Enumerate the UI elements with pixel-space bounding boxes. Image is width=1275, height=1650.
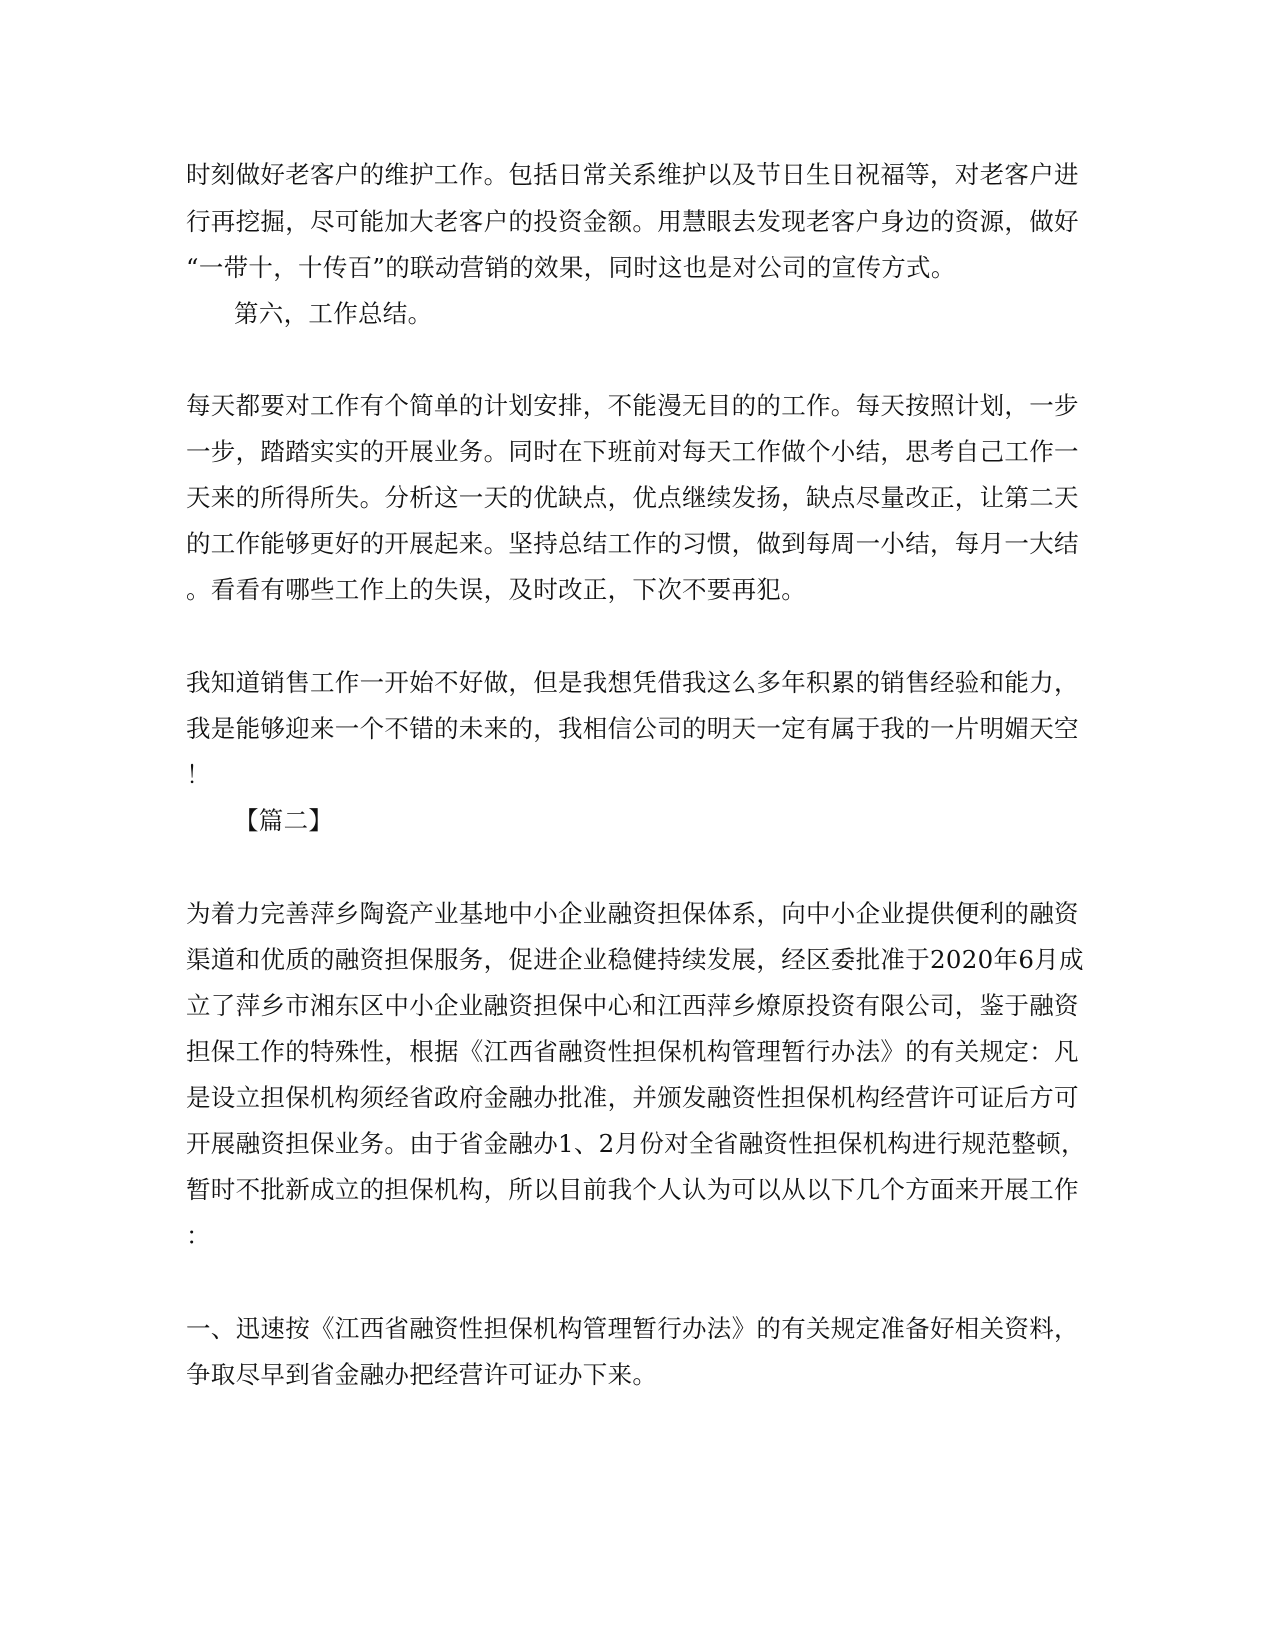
- text-line: 我知道销售工作一开始不好做，但是我想凭借我这么多年积累的销售经验和能力，: [186, 668, 1079, 697]
- text-line: 每天都要对工作有个简单的计划安排，不能漫无目的的工作。每天按照计划，一步: [186, 391, 1079, 420]
- text-line: 。看看有哪些工作上的失误，及时改正，下次不要再犯。: [186, 575, 806, 604]
- text-line: 天来的所得所失。分析这一天的优缺点，优点继续发扬，缺点尽量改正，让第二天: [186, 483, 1079, 512]
- text-line: 渠道和优质的融资担保服务，促进企业稳健持续发展，经区委批准于2020年6月成: [186, 945, 1084, 974]
- text-line: 担保工作的特殊性，根据《江西省融资性担保机构管理暂行办法》的有关规定：凡: [186, 1037, 1079, 1066]
- text-line: 为着力完善萍乡陶瓷产业基地中小企业融资担保体系，向中小企业提供便利的融资: [186, 899, 1079, 928]
- text-line: 我是能够迎来一个不错的未来的，我相信公司的明天一定有属于我的一片明媚天空: [186, 714, 1079, 743]
- text-line: 争取尽早到省金融办把经营许可证办下来。: [186, 1360, 658, 1389]
- text-line: 行再挖掘，尽可能加大老客户的投资金额。用慧眼去发现老客户身边的资源，做好: [186, 207, 1079, 236]
- text-line: ！: [186, 760, 211, 789]
- text-line: 立了萍乡市湘东区中小企业融资担保中心和江西萍乡燎原投资有限公司，鉴于融资: [186, 991, 1079, 1020]
- text-line: 的工作能够更好的开展起来。坚持总结工作的习惯，做到每周一小结，每月一大结: [186, 529, 1079, 558]
- text-line: “一带十，十传百”的联动营销的效果，同时这也是对公司的宣传方式。: [186, 253, 956, 282]
- text-line: 一步，踏踏实实的开展业务。同时在下班前对每天工作做个小结，思考自己工作一: [186, 437, 1079, 466]
- text-line: ：: [186, 1221, 211, 1250]
- section-heading: 【篇二】: [234, 806, 334, 835]
- section-heading: 第六，工作总结。: [234, 299, 433, 328]
- text-line: 是设立担保机构须经省政府金融办批准，并颁发融资性担保机构经营许可证后方可: [186, 1083, 1079, 1112]
- text-line: 开展融资担保业务。由于省金融办1、2月份对全省融资性担保机构进行规范整顿，: [186, 1129, 1086, 1158]
- text-line: 一、迅速按《江西省融资性担保机构管理暂行办法》的有关规定准备好相关资料，: [186, 1314, 1079, 1343]
- text-line: 时刻做好老客户的维护工作。包括日常关系维护以及节日生日祝福等，对老客户进: [186, 160, 1079, 189]
- text-line: 暂时不批新成立的担保机构，所以目前我个人认为可以从以下几个方面来开展工作: [186, 1175, 1079, 1204]
